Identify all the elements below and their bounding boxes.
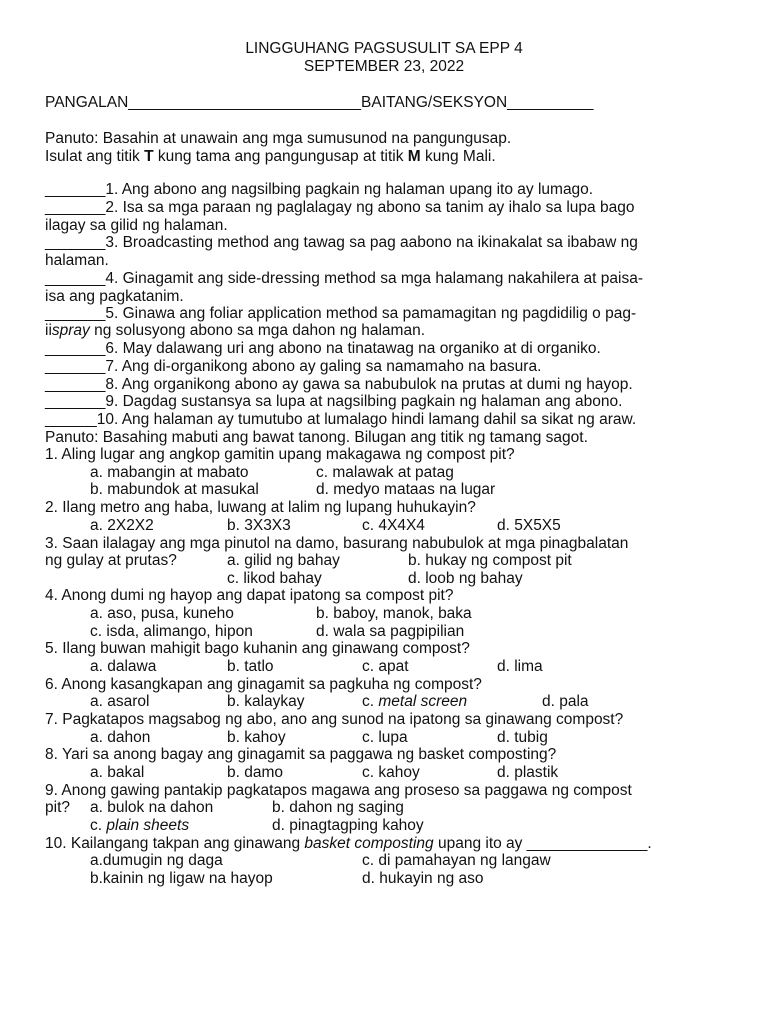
q10-option-b: b.kainin ng ligaw na hayop [90, 870, 273, 887]
part1-instruction-2: Isulat ang titik T kung tama ang pangungusap at titik M kung Mali. [45, 148, 496, 165]
q9-option-c: c. plain sheets [90, 817, 190, 834]
tf-item-6: _______6. May dalawang uri ang abono na tinatawag na organiko at di organiko. [45, 340, 601, 357]
q4-option-b: b. baboy, manok, baka [316, 605, 472, 622]
q6-option-b: b. kalaykay [227, 693, 305, 710]
tf-item-5: _______5. Ginawa ang foliar application method sa pamamagitan ng pagdidilig o pag- [45, 305, 637, 322]
q6-option-c: c. metal screen [362, 693, 468, 710]
q4-option-a: a. aso, pusa, kuneho [90, 605, 234, 622]
q3-option-d: d. loob ng bahay [408, 570, 523, 587]
quiz-date: SEPTEMBER 23, 2022 [303, 58, 465, 75]
question-7: 7. Pagkatapos magsabog ng abo, ano ang sunod na ipatong sa ginawang compost? [45, 711, 624, 728]
tf-item-9: _______9. Dagdag sustansya sa lupa at nagsilbing pagkain ng halaman ang abono. [45, 393, 623, 410]
q7-option-a: a. dahon [90, 729, 151, 746]
q8-option-d: d. plastik [497, 764, 559, 781]
question-9-cont: pit? [45, 799, 70, 816]
question-10: 10. Kailangang takpan ang ginawang basket composting upang ito ay ______________. [45, 835, 652, 852]
q9-option-a: a. bulok na dahon [90, 799, 214, 816]
q7-option-b: b. kahoy [227, 729, 286, 746]
q7-option-d: d. tubig [497, 729, 548, 746]
q3-option-a: a. gilid ng bahay [227, 552, 340, 569]
q2-option-c: c. 4X4X4 [362, 517, 425, 534]
q5-option-d: d. lima [497, 658, 543, 675]
q10-option-d: d. hukayin ng aso [362, 870, 484, 887]
tf-item-4: _______4. Ginagamit ang side-dressing method sa mga halamang nakahilera at paisa- [45, 270, 643, 287]
q9-option-b: b. dahon ng saging [272, 799, 404, 816]
tf-item-3-cont: halaman. [45, 252, 109, 269]
q9-option-d: d. pinagtagping kahoy [272, 817, 424, 834]
question-3: 3. Saan ilalagay ang mga pinutol na damo, basurang nabubulok at mga pinagbalatan [45, 535, 629, 552]
question-2: 2. Ilang metro ang haba, luwang at lalim ng lupang huhukayin? [45, 499, 476, 516]
name-section-line: PANGALAN___________________________BAITANG/SEKSYON__________ [45, 94, 594, 111]
tf-item-5-cont: iispray ng solusyong abono sa mga dahon ng halaman. [45, 322, 426, 339]
tf-item-2-cont: ilagay sa gilid ng halaman. [45, 217, 228, 234]
q10-option-a: a.dumugin ng daga [90, 852, 223, 869]
part2-instruction: Panuto: Basahing mabuti ang bawat tanong. Bilugan ang titik ng tamang sagot. [45, 429, 588, 446]
tf-item-8: _______8. Ang organikong abono ay gawa sa nabubulok na prutas at dumi ng hayop. [45, 376, 633, 393]
tf-item-1: _______1. Ang abono ang nagsilbing pagkain ng halaman upang ito ay lumago. [45, 181, 594, 198]
q8-option-b: b. damo [227, 764, 284, 781]
question-6: 6. Anong kasangkapan ang ginagamit sa pagkuha ng compost? [45, 676, 482, 693]
tf-item-10: ______10. Ang halaman ay tumutubo at lumalago hindi lamang dahil sa sikat ng araw. [45, 411, 637, 428]
q1-option-d: d. medyo mataas na lugar [316, 481, 496, 498]
q7-option-c: c. lupa [362, 729, 408, 746]
question-9: 9. Anong gawing pantakip pagkatapos magawa ang proseso sa paggawa ng compost [45, 782, 632, 799]
q3-option-c: c. likod bahay [227, 570, 322, 587]
quiz-title: LINGGUHANG PAGSUSULIT SA EPP 4 [245, 40, 523, 57]
q1-option-c: c. malawak at patag [316, 464, 454, 481]
tf-item-4-cont: isa ang pagkatanim. [45, 288, 184, 305]
question-8: 8. Yari sa anong bagay ang ginagamit sa paggawa ng basket composting? [45, 746, 557, 763]
q4-option-c: c. isda, alimango, hipon [90, 623, 253, 640]
q4-option-d: d. wala sa pagpipilian [316, 623, 465, 640]
q6-option-d: d. pala [542, 693, 589, 710]
tf-item-7: _______7. Ang di-organikong abono ay galing sa namamaho na basura. [45, 358, 542, 375]
q2-option-d: d. 5X5X5 [497, 517, 561, 534]
q6-option-a: a. asarol [90, 693, 150, 710]
q10-option-c: c. di pamahayan ng langaw [362, 852, 551, 869]
q1-option-b: b. mabundok at masukal [90, 481, 259, 498]
q5-option-b: b. tatlo [227, 658, 274, 675]
q5-option-a: a. dalawa [90, 658, 157, 675]
question-5: 5. Ilang buwan mahigit bago kuhanin ang ginawang compost? [45, 640, 470, 657]
q8-option-c: c. kahoy [362, 764, 420, 781]
q5-option-c: c. apat [362, 658, 409, 675]
part1-instruction: Panuto: Basahin at unawain ang mga sumusunod na pangungusap. [45, 130, 512, 147]
q2-option-a: a. 2X2X2 [90, 517, 154, 534]
tf-item-3: _______3. Broadcasting method ang tawag sa pag aabono na ikinakalat sa ibabaw ng [45, 234, 638, 251]
tf-item-2: _______2. Isa sa mga paraan ng paglalagay ng abono sa tanim ay ihalo sa lupa bago [45, 199, 635, 216]
q2-option-b: b. 3X3X3 [227, 517, 291, 534]
question-4: 4. Anong dumi ng hayop ang dapat ipatong sa compost pit? [45, 587, 454, 604]
question-3-cont: ng gulay at prutas? [45, 552, 177, 569]
q3-option-b: b. hukay ng compost pit [408, 552, 572, 569]
q8-option-a: a. bakal [90, 764, 145, 781]
question-1: 1. Aling lugar ang angkop gamitin upang makagawa ng compost pit? [45, 446, 515, 463]
q1-option-a: a. mabangin at mabato [90, 464, 249, 481]
